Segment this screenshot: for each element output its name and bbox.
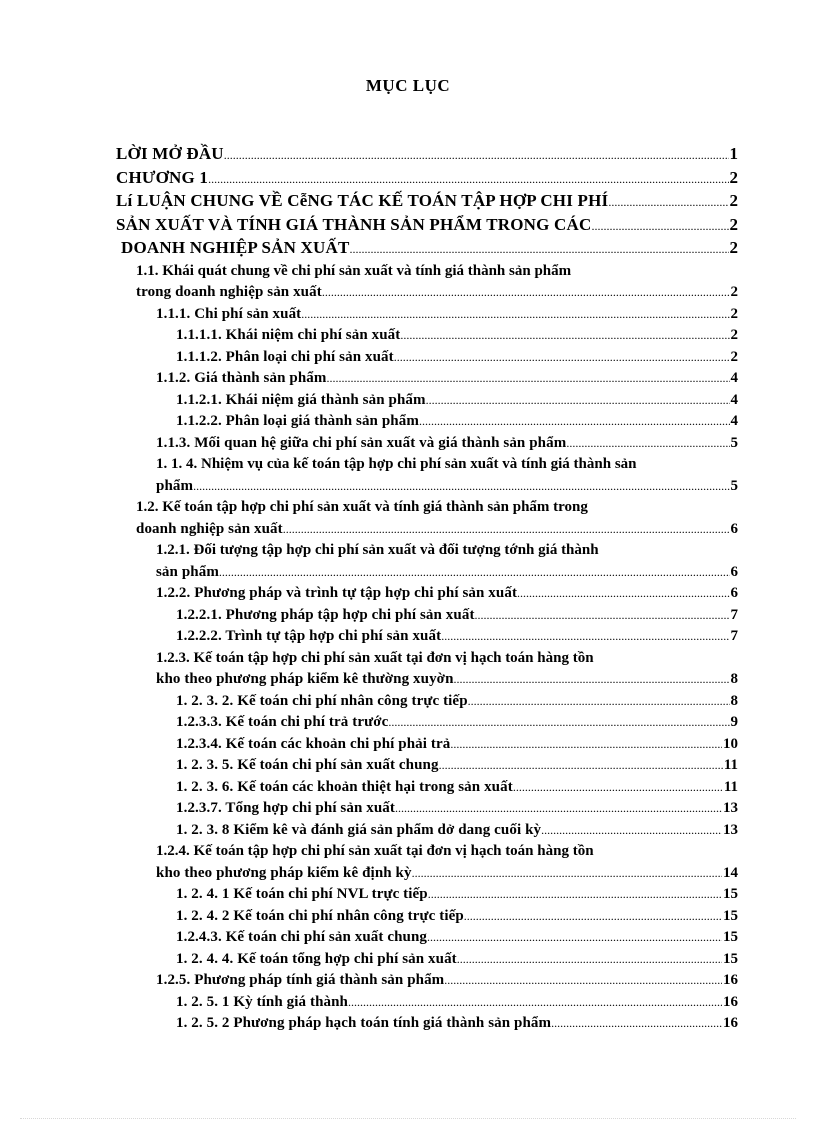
toc-page-number: 9 bbox=[730, 714, 738, 730]
toc-page-number: 14 bbox=[723, 864, 738, 881]
toc-entry-text: 1. 2. 3. 6. Kế toán các khoản thiệt hại trong sản xuất bbox=[176, 778, 513, 795]
toc-entry-text: 1.2.5. Phương pháp tính giá thành sản phẩm bbox=[156, 972, 445, 988]
toc-entry-text: 1.2.3.7. Tổng hợp chi phí sản xuất bbox=[176, 800, 396, 816]
toc-leader-dots bbox=[388, 712, 729, 734]
toc-entry[interactable] bbox=[116, 884, 738, 906]
toc-entry-text: 1. 1. 4. Nhiệm vụ của kế toán tập hợp chi phí sản xuất và tính giá thành sản bbox=[156, 456, 637, 472]
toc-leader-dots bbox=[400, 325, 729, 347]
toc-entry[interactable] bbox=[116, 841, 738, 884]
toc-leader-dots bbox=[326, 368, 729, 390]
toc-leader-dots bbox=[283, 519, 730, 541]
toc-entry-text: 1.2. Kế toán tập hợp chi phí sản xuất và tính giá thành sản phẩm trong bbox=[136, 499, 588, 515]
page-bottom-border bbox=[20, 1118, 796, 1119]
toc-entry-text: SẢN XUẤT VÀ TÍNH GIÁ THÀNH SẢN PHẨM TRONG CÁC bbox=[116, 214, 592, 234]
toc-page-number: 2 bbox=[730, 327, 738, 343]
toc-entry-text: 1.2.4.3. Kế toán chi phí sản xuất chung bbox=[176, 929, 428, 945]
toc-leader-dots bbox=[412, 863, 722, 885]
toc-entry[interactable] bbox=[116, 237, 738, 261]
toc-page-number: 15 bbox=[723, 929, 738, 945]
toc-page-number: 8 bbox=[730, 692, 738, 709]
toc-leader-dots bbox=[426, 390, 730, 412]
toc-entry[interactable] bbox=[116, 368, 738, 390]
toc-page-number: 5 bbox=[730, 477, 738, 494]
toc-page-number: 13 bbox=[723, 821, 738, 838]
toc-page-number: 11 bbox=[723, 778, 738, 795]
toc-entry-text: 1. 2. 4. 4. Kế toán tổng hợp chi phí sản xuất bbox=[176, 950, 457, 967]
toc-entry[interactable] bbox=[116, 433, 738, 455]
toc-page-number: 2 bbox=[729, 214, 738, 234]
toc-entry-text: Lí LUẬN CHUNG VỀ CễNG TÁC KẾ TOÁN TẬP HỢP CHI PHÍ bbox=[116, 191, 609, 210]
toc-entry[interactable] bbox=[116, 927, 738, 949]
toc-page-number: 5 bbox=[730, 434, 738, 451]
toc-entry[interactable] bbox=[116, 411, 738, 433]
toc-entry[interactable] bbox=[116, 820, 738, 842]
toc-leader-dots bbox=[224, 143, 729, 167]
toc-leader-dots bbox=[551, 1013, 722, 1035]
toc-leader-dots bbox=[439, 755, 723, 777]
toc-entry-text-cont: kho theo phương pháp kiểm kê định kỳ bbox=[156, 864, 412, 881]
toc-leader-dots bbox=[566, 433, 729, 455]
toc-entry[interactable] bbox=[116, 626, 738, 648]
toc-leader-dots bbox=[350, 237, 729, 261]
toc-entry[interactable] bbox=[116, 583, 738, 605]
toc-leader-dots bbox=[454, 669, 730, 691]
toc-entry[interactable] bbox=[116, 143, 738, 167]
toc-entry-text: 1.2.4. Kế toán tập hợp chi phí sản xuất tại đơn vị hạch toán hàng tồn bbox=[156, 843, 594, 859]
toc-entry[interactable] bbox=[116, 605, 738, 627]
toc-entry[interactable] bbox=[116, 992, 738, 1014]
toc-page-number: 4 bbox=[730, 370, 738, 386]
toc-leader-dots bbox=[450, 734, 722, 756]
toc-page-number: 2 bbox=[729, 191, 738, 210]
toc-page-number: 11 bbox=[723, 757, 738, 773]
toc-leader-dots bbox=[322, 282, 730, 304]
toc-leader-dots bbox=[395, 798, 722, 820]
toc-entry[interactable] bbox=[116, 691, 738, 713]
page-title: MỤC LỤC bbox=[365, 76, 451, 95]
toc-entry[interactable] bbox=[116, 347, 738, 369]
toc-entry[interactable] bbox=[116, 798, 738, 820]
toc-entry[interactable] bbox=[116, 712, 738, 734]
toc-leader-dots bbox=[468, 691, 730, 713]
toc-entry-text: DOANH NGHIỆP SẢN XUẤT bbox=[121, 238, 350, 257]
toc-leader-dots bbox=[394, 347, 730, 369]
toc-leader-dots bbox=[441, 626, 729, 648]
toc-entry-text: 1.2.2.1. Phương pháp tập hợp chi phí sản xuất bbox=[176, 606, 475, 623]
toc-entry[interactable] bbox=[116, 1013, 738, 1035]
toc-page-number: 6 bbox=[730, 520, 738, 537]
toc-leader-dots bbox=[444, 970, 722, 992]
toc-entry-text: 1.2.3.3. Kế toán chi phí trả trước bbox=[176, 714, 389, 730]
toc-entry-text-cont: trong doanh nghiệp sản xuất bbox=[136, 284, 322, 300]
toc-leader-dots bbox=[591, 214, 728, 238]
toc-page-number: 15 bbox=[723, 907, 738, 924]
toc-page-number: 15 bbox=[723, 950, 738, 967]
toc-entry-text: 1.2.2.2. Trình tự tập hợp chi phí sản xuất bbox=[176, 628, 442, 644]
toc-entry-text: 1. 2. 3. 8 Kiểm kê và đánh giá sản phẩm dở dang cuối kỳ bbox=[176, 821, 542, 838]
toc-entry-text: 1. 2. 4. 1 Kế toán chi phí NVL trực tiếp bbox=[176, 886, 428, 902]
toc-entry[interactable] bbox=[116, 949, 738, 971]
toc-entry-text: CHƯƠNG 1 bbox=[116, 167, 209, 187]
toc-leader-dots bbox=[348, 992, 722, 1014]
toc-entry-text: 1.1.2.1. Khái niệm giá thành sản phẩm bbox=[176, 391, 426, 408]
toc-entry-text: 1.2.1. Đối tượng tập hợp chi phí sản xuất và đối tượng tớnh giá thành bbox=[156, 542, 599, 558]
toc-leader-dots bbox=[419, 411, 730, 433]
toc-page-number: 16 bbox=[723, 1015, 738, 1031]
toc-entry[interactable] bbox=[116, 734, 738, 756]
toc-entry[interactable] bbox=[116, 777, 738, 799]
toc-entry-text: LỜI MỞ ĐẦU bbox=[116, 144, 224, 163]
toc-entry-text: 1.1.1. Chi phí sản xuất bbox=[156, 305, 302, 322]
toc-entry-text: 1.1.1.2. Phân loại chi phí sản xuất bbox=[176, 348, 394, 365]
toc-entry[interactable] bbox=[116, 648, 738, 691]
toc-leader-dots bbox=[541, 820, 722, 842]
toc-page-number: 6 bbox=[730, 585, 738, 601]
toc-entry[interactable] bbox=[116, 325, 738, 347]
toc-page-number: 1 bbox=[729, 144, 738, 163]
toc-leader-dots bbox=[517, 583, 729, 605]
toc-leader-dots bbox=[464, 906, 722, 928]
toc-page-number: 7 bbox=[730, 628, 738, 644]
toc-entry[interactable] bbox=[116, 454, 738, 497]
toc-page-number: 2 bbox=[730, 305, 738, 322]
toc-entry-text: 1.1.2.2. Phân loại giá thành sản phẩm bbox=[176, 413, 419, 429]
toc-entry-text: 1.2.3. Kế toán tập hợp chi phí sản xuất tại đơn vị hạch toán hàng tồn bbox=[156, 649, 594, 666]
toc-entry[interactable] bbox=[116, 906, 738, 928]
toc-entry-text: 1.1.1.1. Khái niệm chi phí sản xuất bbox=[176, 327, 401, 343]
toc-entry-text: 1.2.2. Phương pháp và trình tự tập hợp chi phí sản xuất bbox=[156, 585, 518, 601]
toc-page-number: 4 bbox=[730, 413, 738, 429]
toc-entry-text-cont: sản phẩm bbox=[156, 563, 219, 580]
toc-leader-dots bbox=[193, 476, 729, 498]
toc-leader-dots bbox=[608, 190, 728, 214]
toc-page-number: 2 bbox=[730, 348, 738, 365]
table-of-contents bbox=[116, 143, 738, 1035]
toc-leader-dots bbox=[427, 927, 722, 949]
toc-entry-text: 1. 2. 3. 2. Kế toán chi phí nhân công trực tiếp bbox=[176, 692, 468, 709]
toc-entry-text: 1.1.2. Giá thành sản phẩm bbox=[156, 370, 327, 386]
toc-entry-text: 1. 2. 4. 2 Kế toán chi phí nhân công trực tiếp bbox=[176, 907, 464, 924]
toc-entry-text: 1.1.3. Mối quan hệ giữa chi phí sản xuất và giá thành sản phẩm bbox=[156, 434, 567, 451]
toc-entry[interactable] bbox=[116, 497, 738, 540]
toc-entry-text-cont: doanh nghiệp sản xuất bbox=[136, 520, 283, 537]
toc-leader-dots bbox=[219, 562, 730, 584]
toc-entry[interactable] bbox=[116, 755, 738, 777]
toc-entry-text: 1. 2. 5. 2 Phương pháp hạch toán tính giá thành sản phẩm bbox=[176, 1015, 552, 1031]
toc-page-number: 2 bbox=[729, 167, 738, 187]
toc-entry[interactable] bbox=[116, 970, 738, 992]
toc-entry-text: 1. 2. 3. 5. Kế toán chi phí sản xuất chung bbox=[176, 757, 439, 773]
toc-entry[interactable] bbox=[116, 167, 738, 191]
toc-entry-text-cont: phẩm bbox=[156, 477, 194, 494]
toc-entry-text-cont: kho theo phương pháp kiểm kê thường xuyờn bbox=[156, 671, 454, 687]
toc-page-number: 16 bbox=[723, 993, 738, 1010]
toc-entry-text: 1. 2. 5. 1 Kỳ tính giá thành bbox=[176, 993, 349, 1010]
toc-page-number: 2 bbox=[729, 238, 738, 257]
toc-page-number: 4 bbox=[730, 391, 738, 408]
toc-page-number: 7 bbox=[730, 606, 738, 623]
toc-leader-dots bbox=[475, 605, 730, 627]
toc-leader-dots bbox=[301, 304, 729, 326]
toc-leader-dots bbox=[428, 884, 722, 906]
toc-leader-dots bbox=[208, 167, 728, 191]
toc-entry[interactable] bbox=[116, 214, 738, 238]
toc-page-number: 15 bbox=[723, 886, 738, 902]
toc-entry-text: 1.1. Khái quát chung về chi phí sản xuất và tính giá thành sản phẩm bbox=[136, 262, 572, 279]
toc-entry-text: 1.2.3.4. Kế toán các khoản chi phí phải trả bbox=[176, 735, 451, 752]
toc-entry[interactable] bbox=[116, 190, 738, 214]
toc-page-number: 2 bbox=[730, 284, 738, 300]
toc-page-number: 8 bbox=[730, 671, 738, 687]
toc-entry[interactable] bbox=[116, 261, 738, 304]
toc-page-number: 6 bbox=[730, 563, 738, 580]
toc-page-number: 10 bbox=[723, 735, 738, 752]
toc-leader-dots bbox=[513, 777, 723, 799]
toc-page-number: 16 bbox=[723, 972, 738, 988]
toc-leader-dots bbox=[457, 949, 722, 971]
toc-entry[interactable] bbox=[116, 304, 738, 326]
toc-page-number: 13 bbox=[723, 800, 738, 816]
toc-entry[interactable] bbox=[116, 540, 738, 583]
toc-entry[interactable] bbox=[116, 390, 738, 412]
